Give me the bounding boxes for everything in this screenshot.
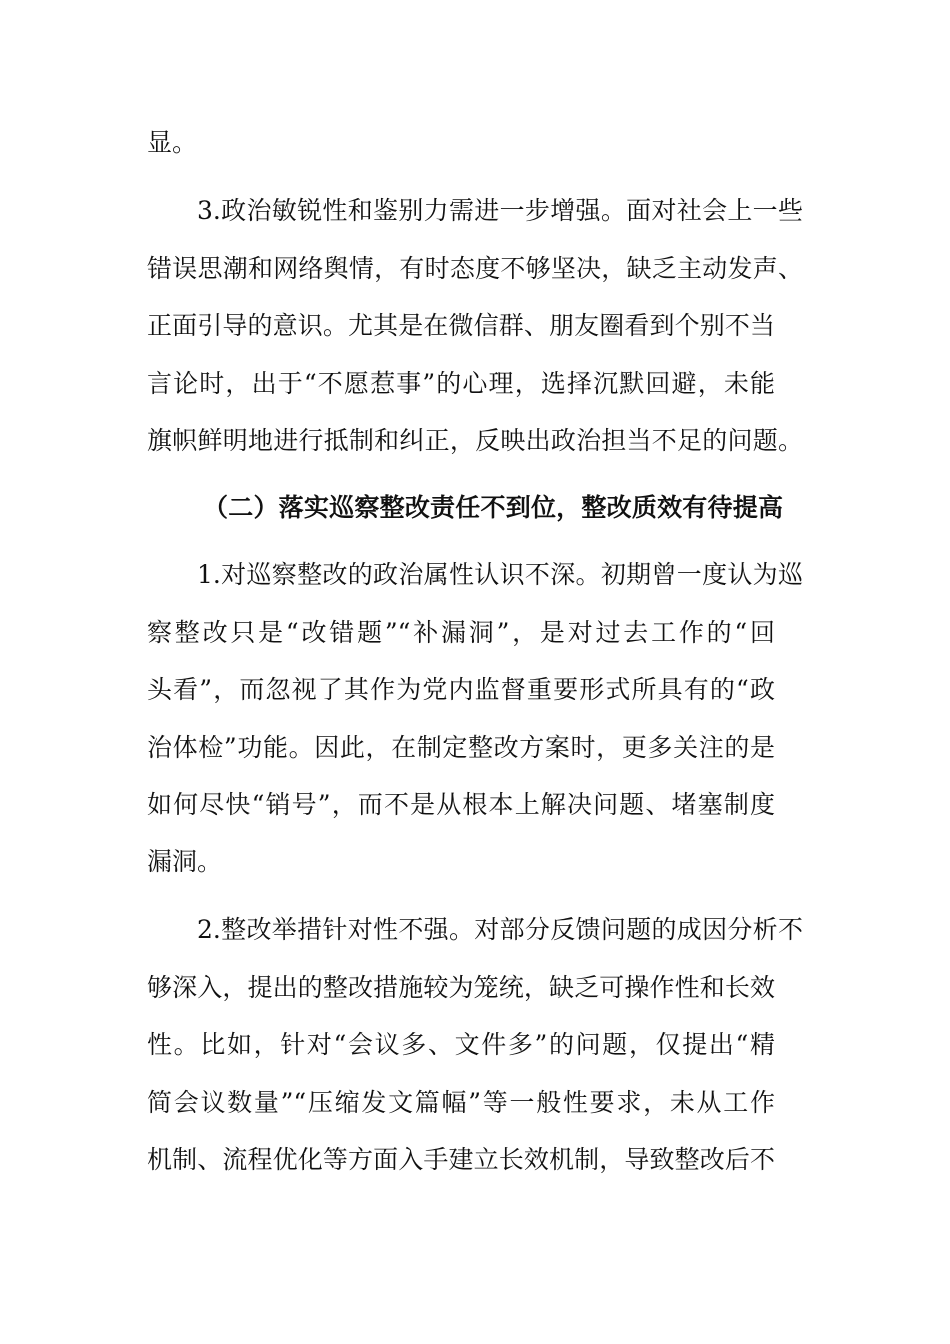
paragraph-line: 显。: [147, 128, 198, 157]
paragraph-line: 如何尽快“销号”，而不是从根本上解决问题、堵塞制度: [147, 790, 775, 819]
paragraph-line: 2.整改举措针对性不强。对部分反馈问题的成因分析不: [197, 915, 803, 944]
paragraph-line: 错误思潮和网络舆情，有时态度不够坚决，缺乏主动发声、: [147, 254, 803, 283]
paragraph-line: 言论时，出于“不愿惹事”的心理，选择沉默回避，未能: [147, 369, 775, 398]
section-heading: （二）落实巡察整改责任不到位，整改质效有待提高: [203, 493, 783, 522]
paragraph-line: 简会议数量”“压缩发文篇幅”等一般性要求，未从工作: [147, 1088, 775, 1117]
paragraph-line: 性。比如，针对“会议多、文件多”的问题，仅提出“精: [147, 1030, 775, 1059]
paragraph-line: 察整改只是“改错题”“补漏洞”，是对过去工作的“回: [147, 618, 775, 647]
paragraph-line: 正面引导的意识。尤其是在微信群、朋友圈看到个别不当: [147, 311, 775, 340]
paragraph-line: 旗帜鲜明地进行抵制和纠正，反映出政治担当不足的问题。: [147, 426, 803, 455]
paragraph-line: 头看”，而忽视了其作为党内监督重要形式所具有的“政: [147, 675, 775, 704]
paragraph-line: 够深入，提出的整改措施较为笼统，缺乏可操作性和长效: [147, 973, 775, 1002]
paragraph-line: 3.政治敏锐性和鉴别力需进一步增强。面对社会上一些: [197, 196, 803, 225]
paragraph-line: 机制、流程优化等方面入手建立长效机制，导致整改后不: [147, 1145, 775, 1174]
paragraph-line: 1.对巡察整改的政治属性认识不深。初期曾一度认为巡: [197, 560, 803, 589]
paragraph-line: 治体检”功能。因此，在制定整改方案时，更多关注的是: [147, 733, 775, 762]
paragraph-line: 漏洞。: [147, 847, 223, 876]
